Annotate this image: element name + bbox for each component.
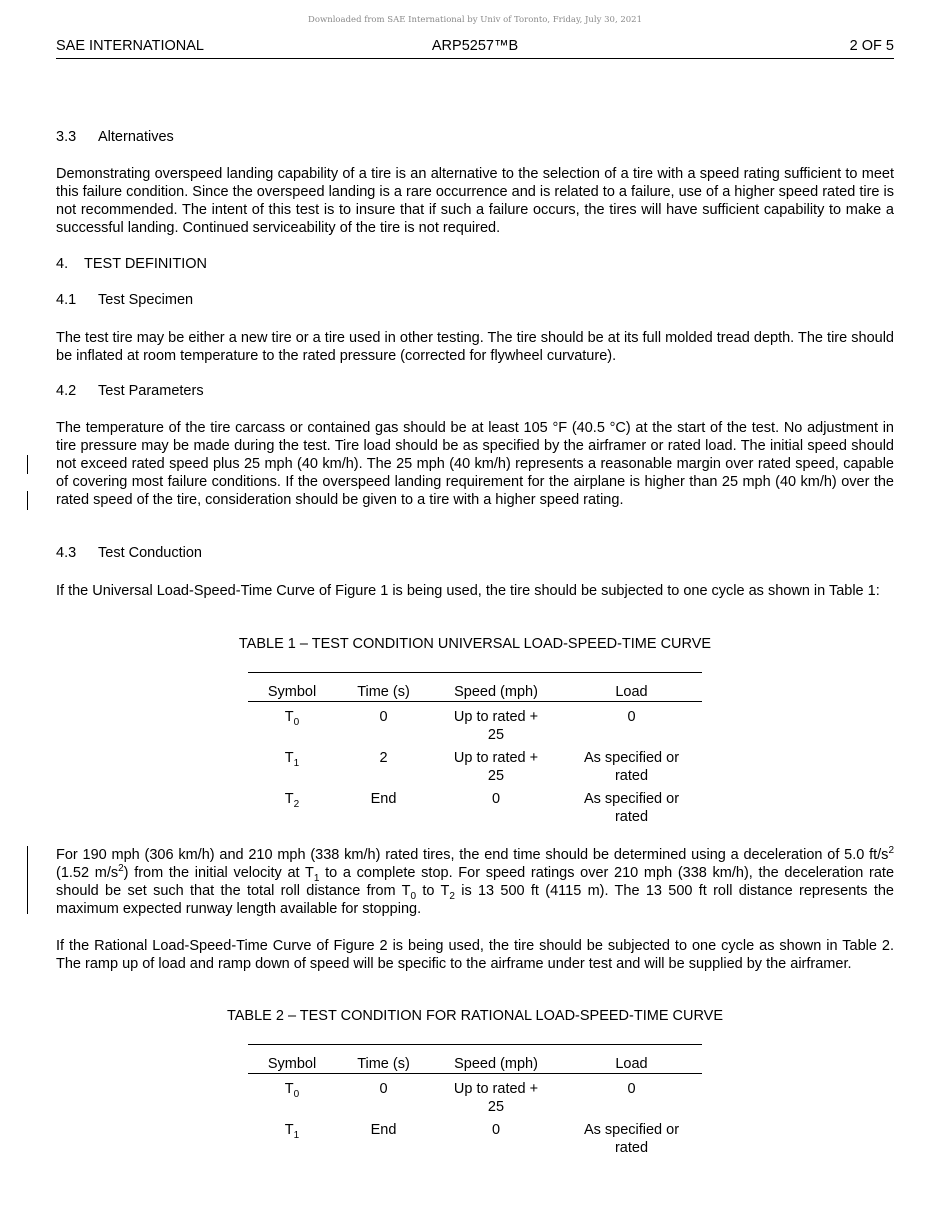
revision-change-bar: [27, 455, 28, 474]
load-cell: As specified or rated: [583, 750, 680, 784]
time-cell: 0: [379, 1081, 388, 1097]
download-notice: Downloaded from SAE International by Univ of Toronto, Friday, July 30, 2021: [308, 15, 642, 25]
time-cell: 0: [379, 709, 388, 725]
column-header: Symbol: [248, 673, 336, 702]
load-cell: As specified or rated: [583, 1122, 680, 1156]
section-number: 4.2: [56, 383, 77, 399]
section-title: TEST DEFINITION: [84, 256, 207, 272]
rational-curve-paragraph: If the Rational Load-Speed-Time Curve of Figure 2 is being used, the tire should be subjected to one cycle as shown in Table 2. The ramp up of load and ramp down of speed will be specific to the airframe under test and will be supplied by the airframer.: [56, 938, 894, 972]
section-title: Test Parameters: [98, 383, 204, 399]
speed-cell: Up to rated + 25: [453, 709, 539, 743]
column-header: Time (s): [336, 1045, 431, 1074]
section-4-3-intro: If the Universal Load-Speed-Time Curve of Figure 1 is being used, the tire should be subjected to one cycle as shown in Table 1:: [56, 583, 880, 599]
revision-change-bar: [27, 491, 28, 510]
column-header: Time (s): [336, 673, 431, 702]
table-2-title: TABLE 2 – TEST CONDITION FOR RATIONAL LOAD-SPEED-TIME CURVE: [226, 1008, 724, 1024]
section-4-1-heading: [56, 292, 193, 308]
table-row: [248, 1116, 702, 1157]
table-row: [248, 1074, 702, 1117]
section-4-2-heading: [56, 383, 204, 399]
column-header: Symbol: [248, 1045, 336, 1074]
section-number: 4.3: [56, 545, 77, 561]
section-4-1-body: The test tire may be either a new tire or a tire used in other testing. The tire should be at its full molded tread depth. The tire should be inflated at room temperature to the rated pressure (corrected for flywheel curvature).: [56, 330, 894, 364]
column-header: Load: [561, 673, 702, 702]
column-header: Load: [561, 1045, 702, 1074]
header-page-number: 2 OF 5: [849, 38, 894, 54]
symbol-cell: $T_0$: [284, 709, 300, 728]
section-title: Test Conduction: [98, 545, 202, 561]
section-number: 4.1: [56, 292, 77, 308]
section-3-3-heading: [56, 129, 174, 145]
load-cell: As specified or rated: [583, 791, 680, 825]
table-1-title: TABLE 1 – TEST CONDITION UNIVERSAL LOAD-SPEED-TIME CURVE: [238, 636, 712, 652]
speed-cell: 0: [491, 791, 501, 807]
table-header-row: [248, 673, 702, 702]
table-2: [248, 1044, 702, 1157]
load-cell: 0: [627, 709, 636, 725]
page-header: [56, 38, 894, 59]
symbol-cell: $T_0$: [284, 1081, 300, 1100]
table-row: [248, 744, 702, 785]
table-row: [248, 702, 702, 745]
table-row: [248, 785, 702, 826]
header-doc-number: ARP5257™B: [431, 38, 519, 54]
time-cell: End: [370, 1122, 397, 1138]
section-title: Test Specimen: [98, 292, 194, 308]
section-4-3-heading: [56, 545, 202, 561]
load-cell: 0: [627, 1081, 636, 1097]
section-number: 4.: [56, 256, 69, 272]
section-3-3-body: Demonstrating overspeed landing capability of a tire is an alternative to the selection of a tire with a speed rating sufficient to meet this failure condition. Since the overspeed landing is a rare occurrence and is related to a failure, use of a higher speed rated tire is not recommended. The intent of this test is to insure that if such a failure occurs, the tires will have sufficient capability to make a successful landing. Continued serviceability of the tire is not required.: [56, 166, 894, 236]
symbol-cell: $T_1$: [284, 750, 300, 769]
table-1: [248, 672, 702, 826]
table-header-row: [248, 1045, 702, 1074]
header-org: SAE INTERNATIONAL: [56, 38, 204, 54]
column-header: Speed (mph): [431, 673, 561, 702]
speed-cell: 0: [491, 1122, 501, 1138]
section-number: 3.3: [56, 129, 77, 145]
section-4-2-body: The temperature of the tire carcass or contained gas should be at least 105 °F (40.5 °C) at the start of the test. No adjustment in tire pressure may be made during the test. Tire load should be as specified by the airframer or rated load. The initial speed should not exceed rated speed plus 25 mph (40 km/h). The 25 mph (40 km/h) represents a reasonable margin over rated speed, capable of covering most failure conditions. If the overspeed landing requirement for the airplane is higher than 25 mph (40 km/h) over the rated speed of the tire, consideration should be given to a tire with a higher speed rating.: [56, 420, 894, 508]
time-cell: 2: [379, 750, 388, 766]
speed-cell: Up to rated + 25: [453, 750, 539, 784]
deceleration-paragraph: For 190 mph (306 km/h) and 210 mph (338 km/h) rated tires, the end time should be determined using a deceleration of 5.0 $ft/s^2$ (1.52 $m/s^2$) from the initial velocity at $T_1$ to a complete stop. For speed ratings over 210 mph (338 km/h), the deceleration rate should be set such that the total roll distance from $T_0$ to $T_2$ is 13 500 ft (4115 m). The 13 500 ft roll distance represents the maximum expected runway length available for stopping.: [56, 845, 895, 917]
section-title: Alternatives: [98, 129, 174, 145]
symbol-cell: $T_1$: [284, 1122, 300, 1141]
section-4-heading: [56, 256, 207, 272]
column-header: Speed (mph): [431, 1045, 561, 1074]
revision-change-bar: [27, 846, 28, 914]
time-cell: End: [370, 791, 397, 807]
speed-cell: Up to rated + 25: [453, 1081, 539, 1115]
symbol-cell: $T_2$: [284, 791, 300, 810]
